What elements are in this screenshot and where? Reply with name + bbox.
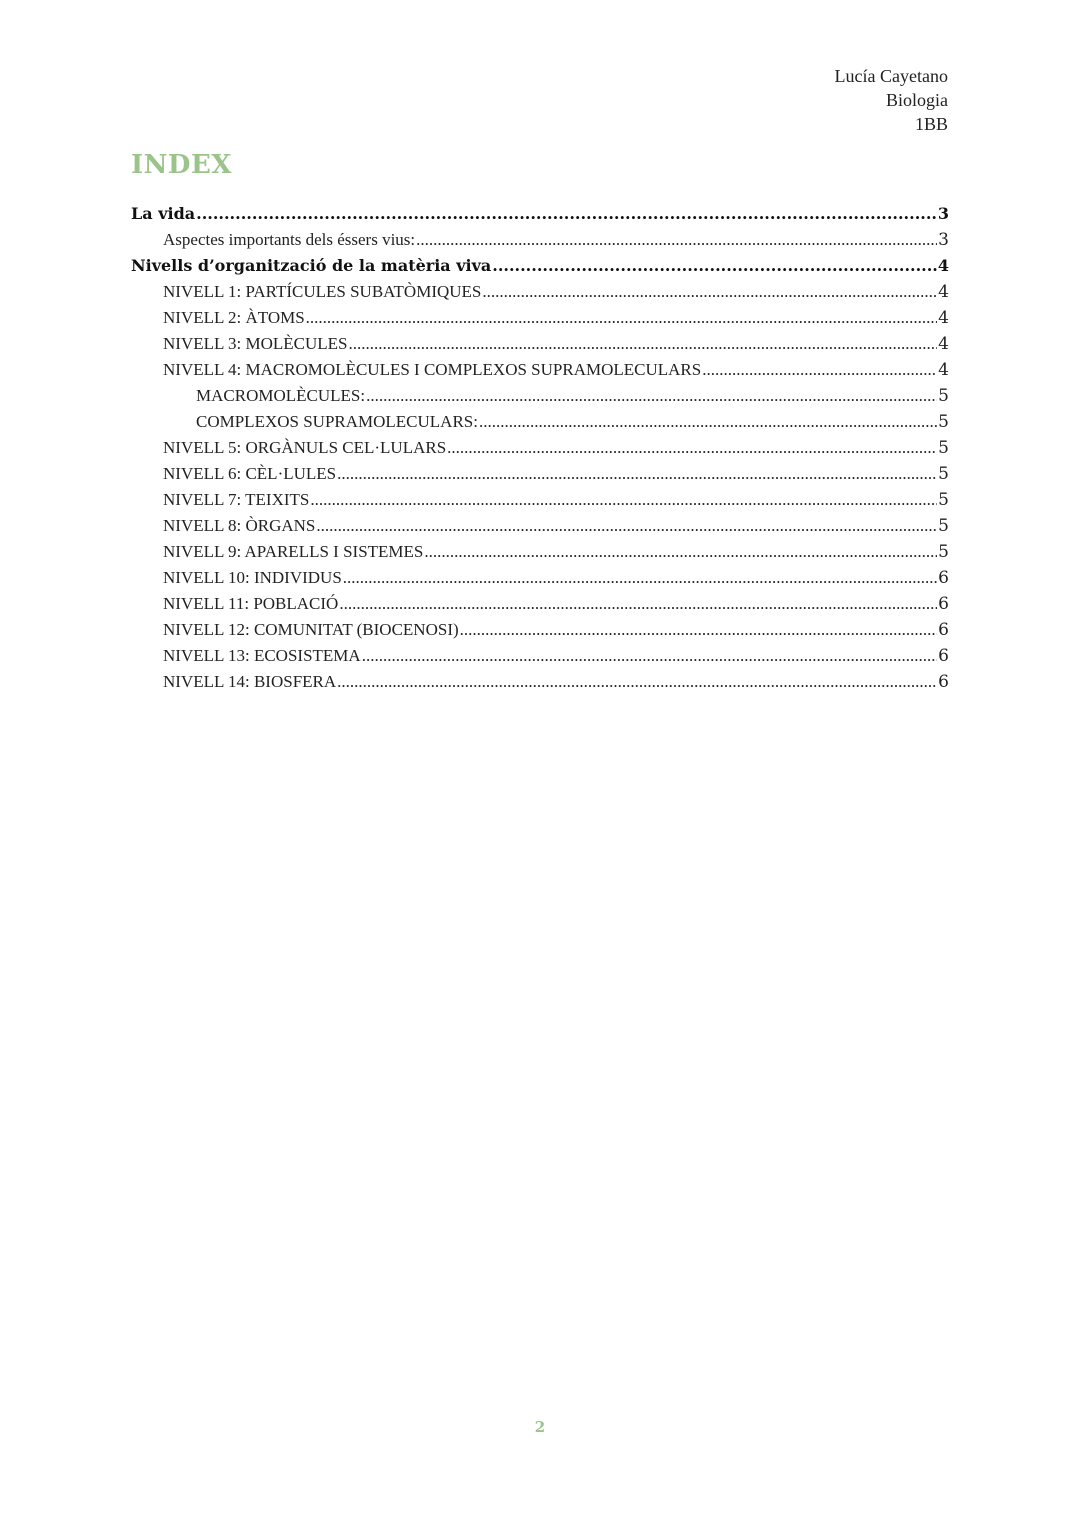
toc-entry-label: NIVELL 10: INDIVIDUS (163, 568, 342, 587)
toc-entry-page: 6 (938, 646, 949, 666)
toc-entry[interactable] (131, 490, 949, 516)
toc-entry[interactable] (131, 438, 949, 464)
toc-entry-page: 4 (938, 334, 949, 354)
toc-dot-leader (310, 490, 937, 510)
toc-entry-page: 4 (938, 308, 949, 328)
toc-entry[interactable] (131, 646, 949, 672)
toc-entry-label: NIVELL 2: ÀTOMS (163, 308, 305, 327)
toc-entry[interactable] (131, 334, 949, 360)
toc-dot-leader (492, 256, 937, 275)
toc-dot-leader (424, 542, 937, 562)
toc-entry-page: 5 (938, 412, 949, 432)
toc-entry[interactable] (131, 360, 949, 386)
toc-entry-label: NIVELL 6: CÈL·LULES (163, 464, 337, 483)
document-header (835, 64, 948, 136)
toc-entry-label: NIVELL 3: MOLÈCULES (163, 334, 348, 353)
toc-dot-leader (416, 230, 937, 250)
toc-dot-leader (366, 386, 937, 406)
toc-entry-page: 6 (938, 594, 949, 614)
toc-entry[interactable] (131, 672, 949, 698)
toc-dot-leader (702, 360, 937, 380)
toc-entry-label: NIVELL 9: APARELLS I SISTEMES (163, 542, 424, 561)
toc-entry[interactable] (131, 412, 949, 438)
toc-dot-leader (479, 412, 937, 432)
toc-entry-label: NIVELL 14: BIOSFERA (163, 672, 337, 691)
toc-entry-page: 3 (937, 204, 949, 223)
toc-entry[interactable] (131, 230, 949, 256)
toc-dot-leader (447, 438, 937, 458)
toc-entry-label: Nivells d’organització de la matèria viva (131, 256, 492, 275)
toc-entry-label: NIVELL 1: PARTÍCULES SUBATÒMIQUES (163, 282, 482, 301)
toc-entry-label: MACROMOLÈCULES: (196, 386, 366, 405)
toc-entry-label: Aspectes importants dels éssers vius: (163, 230, 416, 249)
toc-entry[interactable] (131, 620, 949, 646)
toc-entry-page: 4 (937, 256, 949, 275)
subject-name: Biologia (886, 90, 948, 110)
toc-entry-page: 5 (938, 542, 949, 562)
toc-entry[interactable] (131, 386, 949, 412)
toc-dot-leader (460, 620, 938, 640)
page-number: 2 (534, 1418, 546, 1436)
toc-entry-page: 4 (938, 360, 949, 380)
toc-entry-page: 3 (938, 230, 949, 250)
toc-entry-page: 5 (938, 386, 949, 406)
index-title: INDEX (131, 150, 232, 180)
toc-dot-leader (482, 282, 937, 302)
toc-dot-leader (316, 516, 937, 536)
toc-dot-leader (339, 594, 937, 614)
toc-dot-leader (337, 672, 937, 692)
toc-entry-label: NIVELL 11: POBLACIÓ (163, 594, 339, 613)
toc-entry-label: NIVELL 7: TEIXITS (163, 490, 310, 509)
toc-dot-leader (348, 334, 937, 354)
toc-entry[interactable] (131, 542, 949, 568)
toc-dot-leader (337, 464, 937, 484)
toc-entry-page: 4 (938, 282, 949, 302)
toc-entry-page: 5 (938, 438, 949, 458)
toc-entry-label: NIVELL 8: ÒRGANS (163, 516, 316, 535)
toc-entry-page: 5 (938, 516, 949, 536)
toc-entry-page: 5 (938, 464, 949, 484)
toc-entry-label: COMPLEXOS SUPRAMOLECULARS: (196, 412, 478, 431)
toc-entry[interactable] (131, 282, 949, 308)
toc-entry-page: 6 (938, 568, 949, 588)
class-group: 1BB (914, 114, 948, 134)
table-of-contents (131, 204, 949, 698)
toc-entry-page: 5 (938, 490, 949, 510)
toc-dot-leader (343, 568, 937, 588)
toc-entry[interactable] (131, 568, 949, 594)
toc-entry[interactable] (131, 464, 949, 490)
toc-dot-leader (306, 308, 938, 328)
toc-entry-label: NIVELL 4: MACROMOLÈCULES I COMPLEXOS SUPRAMOLECULARS (163, 360, 702, 379)
toc-entry-label: La vida (131, 204, 196, 223)
toc-entry[interactable] (131, 594, 949, 620)
toc-entry-page: 6 (938, 620, 949, 640)
toc-entry[interactable] (131, 256, 949, 282)
author-name: Lucía Cayetano (834, 66, 948, 86)
toc-entry[interactable] (131, 308, 949, 334)
toc-entry[interactable] (131, 516, 949, 542)
toc-entry-label: NIVELL 13: ECOSISTEMA (163, 646, 361, 665)
toc-entry-label: NIVELL 5: ORGÀNULS CEL·LULARS (163, 438, 447, 457)
toc-entry-label: NIVELL 12: COMUNITAT (BIOCENOSI) (163, 620, 459, 639)
toc-dot-leader (196, 204, 937, 223)
toc-dot-leader (362, 646, 937, 666)
toc-entry-page: 6 (938, 672, 949, 692)
toc-entry[interactable] (131, 204, 949, 230)
